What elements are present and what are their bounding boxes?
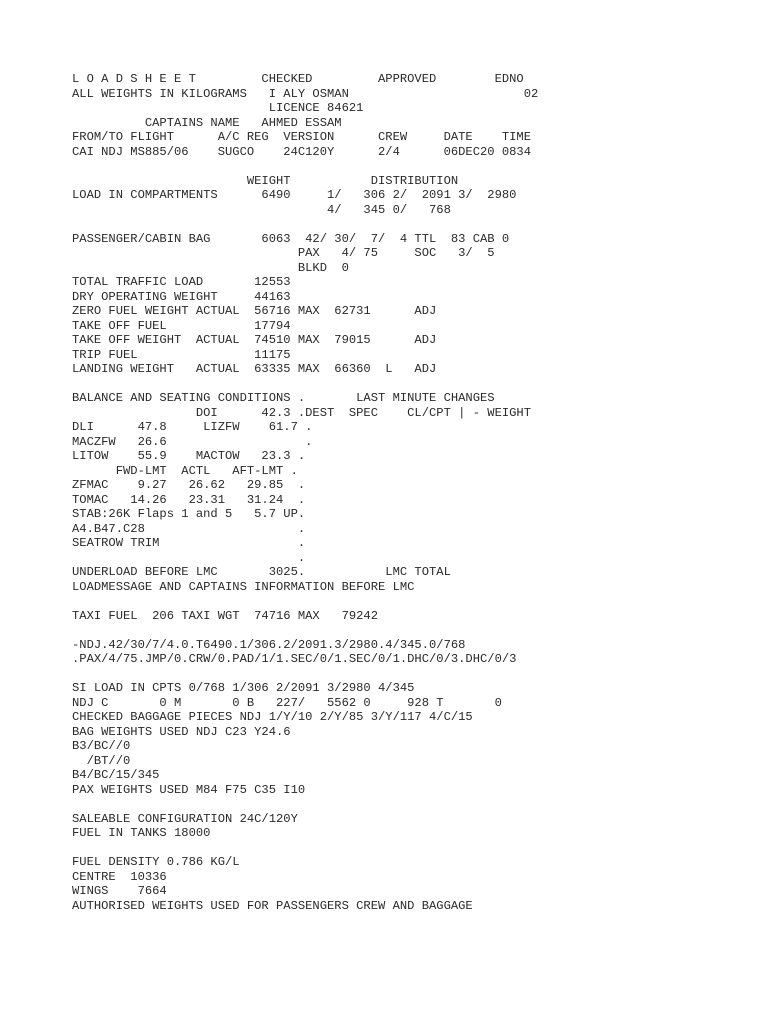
ndj-classes-line: NDJ C 0 M 0 B 227/ 5562 0 928 T 0 <box>72 695 502 710</box>
total-traffic-load-line: TOTAL TRAFFIC LOAD 12553 <box>72 275 291 289</box>
bag-weights-line: BAG WEIGHTS USED NDJ C23 Y24.6 <box>72 724 291 739</box>
blank-line <box>72 797 752 812</box>
blank-line <box>72 594 752 609</box>
dli-lizfw-line: DLI 47.8 LIZFW 61.7 . <box>72 420 313 434</box>
bt-line: /BT//0 <box>72 753 131 768</box>
ldm-pax-line: .PAX/4/75.JMP/0.CRW/0.PAD/1/1.SEC/0/1.SEC/0/1.DHC/0/3.DHC/0/3 <box>72 652 517 666</box>
captain-name-line: CAPTAINS NAME AHMED ESSAM <box>72 115 342 130</box>
blank-line <box>72 217 752 232</box>
maczfw-line: MACZFW 26.6 . <box>72 434 313 449</box>
fuel-density-line: FUEL DENSITY 0.786 KG/L <box>72 855 240 869</box>
zfmac-line: ZFMAC 9.27 26.62 29.85 . <box>72 478 306 492</box>
centre-fuel-line: CENTRE 10336 <box>72 869 167 884</box>
litow-mactow-line: LITOW 55.9 MACTOW 23.3 . <box>72 449 306 463</box>
doi-lmc-header-line: DOI 42.3 .DEST SPEC CL/CPT | - WEIGHT <box>72 405 531 420</box>
ldm-message-line: -NDJ.42/30/7/4.0.T6490.1/306.2/2091.3/2980.4/345.0/768 <box>72 637 466 652</box>
loadsheet-document <box>72 72 752 913</box>
blkd-line: BLKD 0 <box>72 260 349 275</box>
pax-weights-line: PAX WEIGHTS USED M84 F75 C35 I10 <box>72 782 306 797</box>
blank-line <box>72 159 752 174</box>
load-in-compartments-line: LOAD IN COMPARTMENTS 6490 1/ 306 2/ 2091 3/ 2980 <box>72 188 517 202</box>
b3-bc-line: B3/BC//0 <box>72 739 131 753</box>
take-off-weight-line: TAKE OFF WEIGHT ACTUAL 74510 MAX 79015 ADJ <box>72 333 437 347</box>
landing-weight-line: LANDING WEIGHT ACTUAL 63335 MAX 66360 L ADJ <box>72 362 437 376</box>
tomac-line: TOMAC 14.26 23.31 31.24 . <box>72 492 306 507</box>
licence-line: LICENCE 84621 <box>72 101 364 115</box>
take-off-fuel-line: TAKE OFF FUEL 17794 <box>72 318 291 333</box>
taxi-fuel-line: TAXI FUEL 206 TAXI WGT 74716 MAX 79242 <box>72 608 378 623</box>
weight-distribution-header-line: WEIGHT DISTRIBUTION <box>72 173 459 188</box>
authorised-weights-line: AUTHORISED WEIGHTS USED FOR PASSENGERS CREW AND BAGGAGE <box>72 898 473 913</box>
b4-bc-line: B4/BC/15/345 <box>72 768 160 782</box>
dry-operating-weight-line: DRY OPERATING WEIGHT 44163 <box>72 289 291 304</box>
blank-line <box>72 623 752 638</box>
stab-flaps-line: STAB:26K Flaps 1 and 5 5.7 UP. <box>72 507 306 521</box>
header-units-checker-line: ALL WEIGHTS IN KILOGRAMS I ALY OSMAN 02 <box>72 86 539 101</box>
flight-info-values-line: CAI NDJ MS885/06 SUGCO 24C120Y 2/4 06DEC20 0834 <box>72 144 531 159</box>
pax-soc-line: PAX 4/ 75 SOC 3/ 5 <box>72 246 495 260</box>
wings-fuel-line: WINGS 7664 <box>72 884 167 898</box>
compartments-continued-line: 4/ 345 0/ 768 <box>72 202 451 217</box>
zero-fuel-weight-line: ZERO FUEL WEIGHT ACTUAL 56716 MAX 62731 ADJ <box>72 304 437 318</box>
loadmessage-header-line: LOADMESSAGE AND CAPTAINS INFORMATION BEFORE LMC <box>72 579 415 594</box>
checked-baggage-line: CHECKED BAGGAGE PIECES NDJ 1/Y/10 2/Y/85 3/Y/117 4/C/15 <box>72 710 473 724</box>
si-load-line: SI LOAD IN CPTS 0/768 1/306 2/2091 3/2980 4/345 <box>72 681 415 695</box>
separator-dot-line: . <box>72 550 306 565</box>
saleable-configuration-line: SALEABLE CONFIGURATION 24C/120Y <box>72 811 298 826</box>
fuel-in-tanks-line: FUEL IN TANKS 18000 <box>72 826 211 840</box>
limits-header-line: FWD-LMT ACTL AFT-LMT . <box>72 463 298 478</box>
blank-line <box>72 841 752 856</box>
passenger-cabin-bag-line: PASSENGER/CABIN BAG 6063 42/ 30/ 7/ 4 TTL 83 CAB 0 <box>72 231 510 246</box>
blank-line <box>72 377 752 392</box>
seating-zones-line: A4.B47.C28 . <box>72 521 306 536</box>
header-title-line: L O A D S H E E T CHECKED APPROVED EDNO <box>72 72 524 86</box>
blank-line <box>72 667 752 682</box>
balance-seating-header-line: BALANCE AND SEATING CONDITIONS . LAST MINUTE CHANGES <box>72 391 495 405</box>
trip-fuel-line: TRIP FUEL 11175 <box>72 347 291 362</box>
flight-info-header-line: FROM/TO FLIGHT A/C REG VERSION CREW DATE TIME <box>72 130 531 144</box>
underload-line: UNDERLOAD BEFORE LMC 3025. LMC TOTAL <box>72 565 451 579</box>
seatrow-trim-line: SEATROW TRIM . <box>72 536 306 550</box>
